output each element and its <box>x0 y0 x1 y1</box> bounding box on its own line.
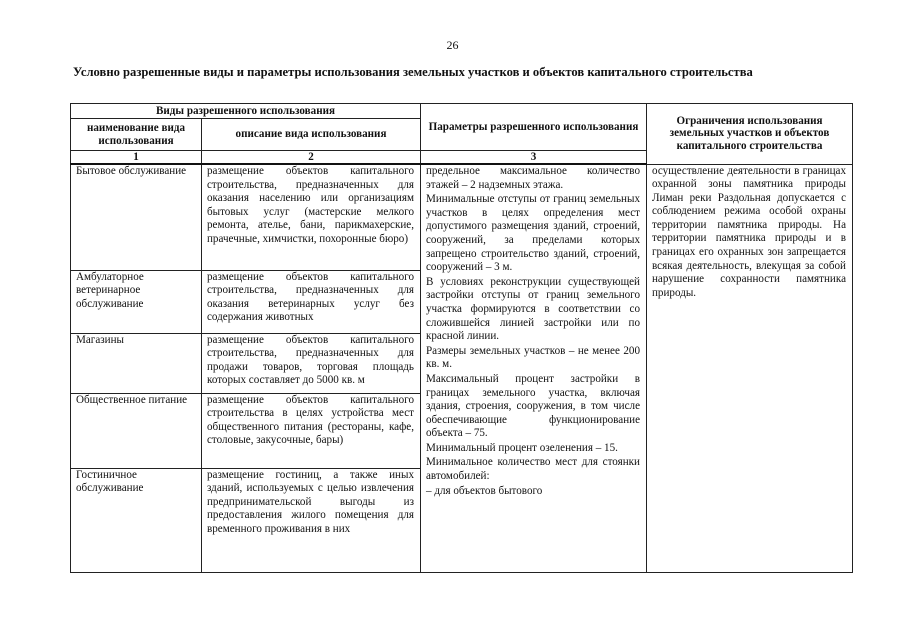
param-paragraph: – для объектов бытового <box>426 484 543 497</box>
land-use-table <box>70 103 853 573</box>
use-name-cell: Амбулаторное ветеринарное обслуживание <box>71 270 202 333</box>
use-name-cell: Общественное питание <box>71 393 202 468</box>
param-paragraph: Минимальное количество мест для стоянки автомобилей: <box>426 456 640 483</box>
param-paragraph: В условиях реконструкции существующей застройки отступы от границ земельного участка формируются в соответствии со сложившейся линией застройки или по красной линии. <box>426 275 640 343</box>
use-description-cell: размещение объектов капитального строительства в целях устройства мест общественного питания (рестораны, кафе, столовые, закусочные, бары) <box>202 393 421 468</box>
param-paragraph: Минимальный процент озеленения – 15. <box>426 441 618 454</box>
use-description-cell: размещение объектов капитального строительства, предназначенных для оказания ветеринарных услуг без содержания животных <box>202 270 421 333</box>
column-number-1: 1 <box>71 151 202 165</box>
column-number-2: 2 <box>202 151 421 165</box>
header-use-types: Виды разрешенного использования <box>71 104 421 119</box>
param-paragraph: Максимальный процент застройки в границах земельного участка, включая здания, строения, сооружения, в том числе обеспечивающие функционирование объекта – 75. <box>426 372 640 440</box>
param-paragraph: Минимальные отступы от границ земельных участков в целях определения мест допустимого размещения зданий, строений, сооружений, за пределами которых запрещено строительство зданий, строений, сооружений – 3 м. <box>426 193 640 274</box>
param-paragraph: предельное максимальное количество этажей – 2 надземных этажа. <box>426 165 640 191</box>
use-description-cell: размещение объектов капитального строительства, предназначенных для продажи товаров, торговая площадь которых составляет до 5000 кв. м <box>202 333 421 393</box>
column-number-3: 3 <box>421 151 647 165</box>
use-description-cell: размещение гостиниц, а также иных зданий, используемых с целью извлечения предпринимательской выгоды из предоставления жилого помещения для временного проживания в них <box>202 468 421 572</box>
use-name-cell: Бытовое обслуживание <box>71 164 202 270</box>
param-paragraph: Размеры земельных участков – не менее 200 кв. м. <box>426 344 640 371</box>
header-use-description: описание вида использования <box>202 119 421 151</box>
use-name-cell: Гостиничное обслуживание <box>71 468 202 572</box>
document-title: Условно разрешенные виды и параметры использования земельных участков и объектов капитального строительства <box>73 65 753 79</box>
page-number: 26 <box>446 38 459 52</box>
limits-cell: осуществление деятельности в границах охранной зоны памятника природы Лиман реки Раздольная допускается с соблюдением режима особой охраны территории памятника природы. На территории памятника природы и в границах его охранных зон запрещается всякая деятельность, влекущая за собой нарушение сохранности памятника природы. <box>647 164 853 572</box>
use-description-cell: размещение объектов капитального строительства, предназначенных для оказания населению или организациям бытовых услуг (мастерские мелкого ремонта, ателье, бани, парикмахерские, прачечные, химчистки, похоронные бюро) <box>202 164 421 270</box>
params-cell <box>421 164 647 572</box>
header-use-name: наименование вида использования <box>71 119 202 151</box>
header-limits: Ограничения использования земельных участков и объектов капитального строительства <box>647 104 853 165</box>
header-params: Параметры разрешенного использования <box>421 104 647 151</box>
use-name-cell: Магазины <box>71 333 202 393</box>
